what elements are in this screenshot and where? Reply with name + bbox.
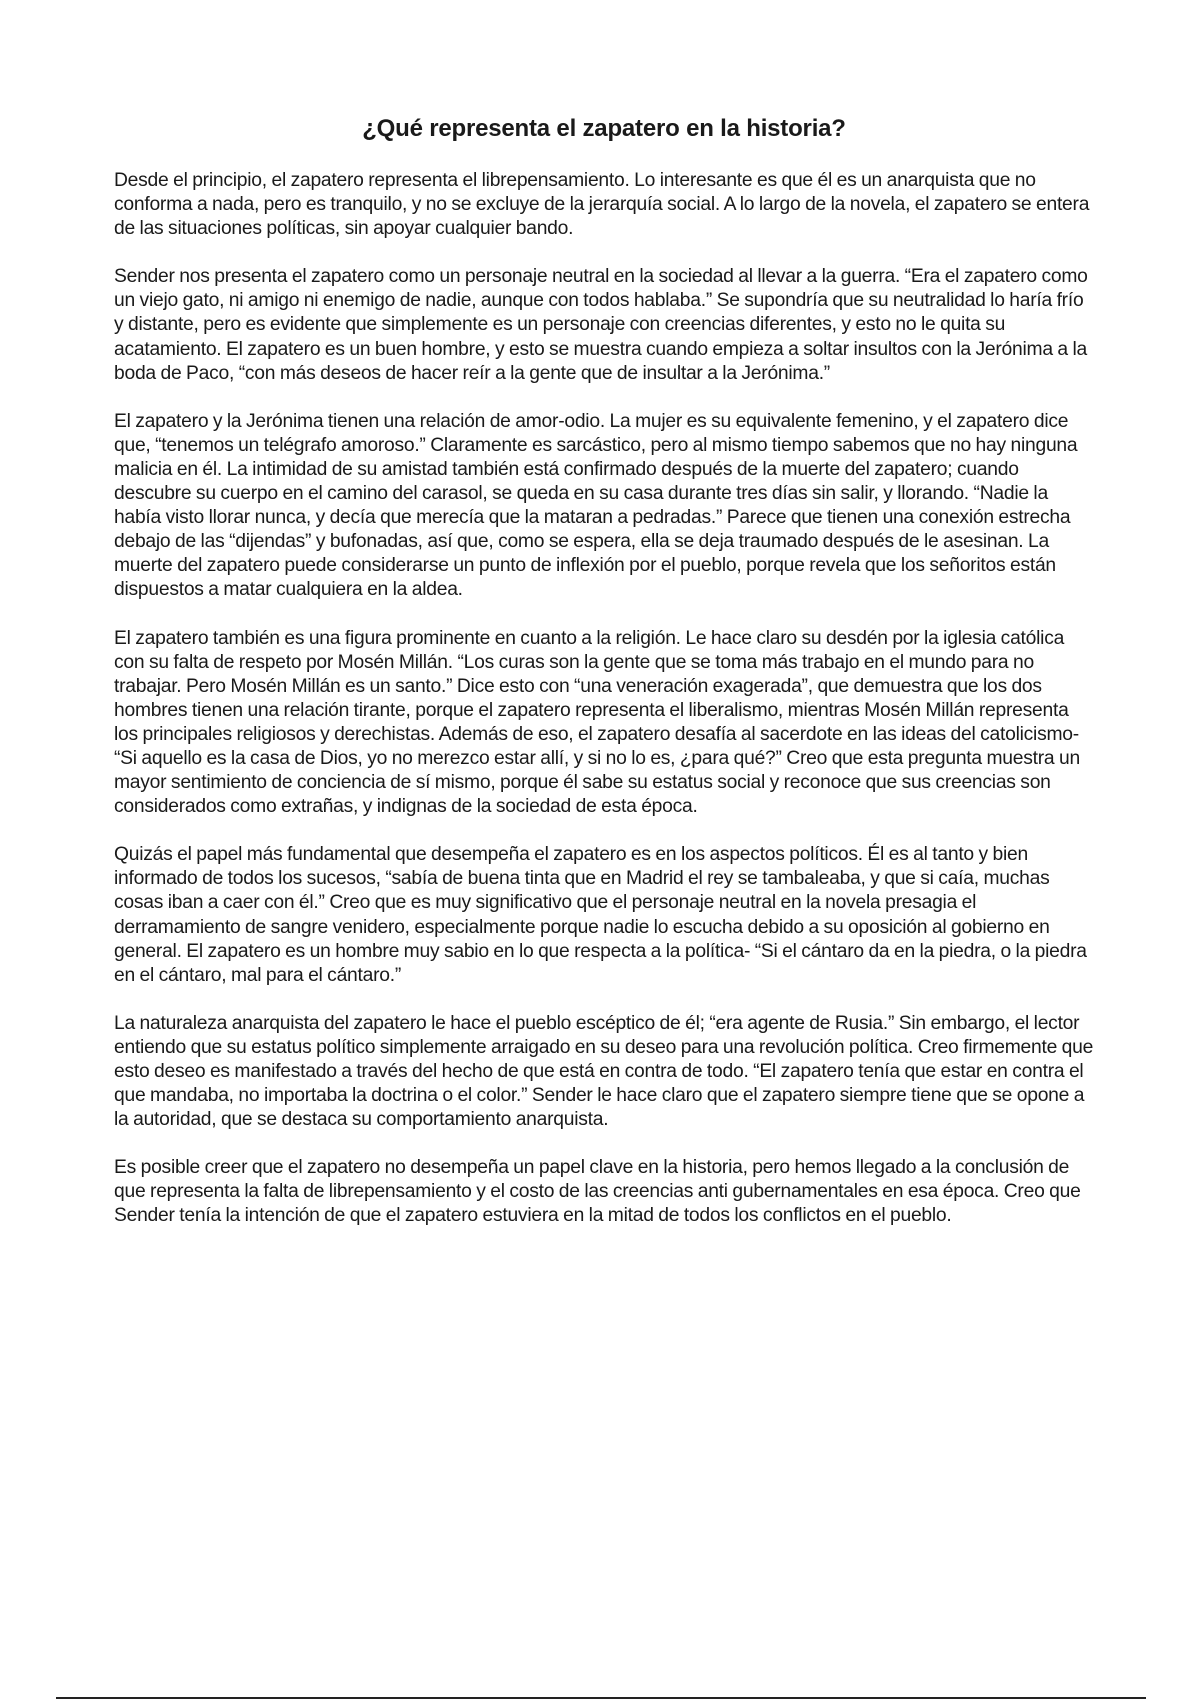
- page-bottom-divider: [56, 1697, 1146, 1699]
- document-title: ¿Qué representa el zapatero en la historia?: [362, 115, 846, 142]
- paragraph-3: El zapatero y la Jerónima tienen una relación de amor-odio. La mujer es su equivalente femenino, y el zapatero dice que, “tenemos un telégrafo amoroso.” Claramente es sarcástico, pero al mismo tiempo sabemos que no hay ninguna malicia en él. La intimidad de su amistad también está confirmado después de la muerte del zapatero; cuando descubre su cuerpo en el camino del carasol, se queda en su casa durante tres días sin salir, y llorando. “Nadie la había visto llorar nunca, y decía que merecía que la mataran a pedradas.” Parece que tienen una conexión estrecha debajo de las “dijendas” y bufonadas, así que, como se espera, ella se deja traumado después de le asesinan. La muerte del zapatero puede considerarse un punto de inflexión por el pueblo, porque revela que los señoritos están dispuestos a matar cualquiera en la aldea.: [114, 410, 1078, 601]
- paragraph-1: Desde el principio, el zapatero representa el librepensamiento. Lo interesante es que él es un anarquista que no conforma a nada, pero es tranquilo, y no se excluye de la jerarquía social. A lo largo de la novela, el zapatero se entera de las situaciones políticas, sin apoyar cualquier bando.: [114, 170, 1090, 240]
- paragraph-7: Es posible creer que el zapatero no desempeña un papel clave en la historia, pero hemos llegado a la conclusión de que representa la falta de librepensamiento y el costo de las creencias anti gubernamentales en esa época. Creo que Sender tenía la intención de que el zapatero estuviera en la mitad de todos los conflictos en el pueblo.: [114, 1157, 1081, 1227]
- paragraph-4: El zapatero también es una figura prominente en cuanto a la religión. Le hace claro su desdén por la iglesia católica con su falta de respeto por Mosén Millán. “Los curas son la gente que se toma más trabajo en el mundo para no trabajar. Pero Mosén Millán es un santo.” Dice esto con “una veneración exagerada”, que demuestra que los dos hombres tienen una relación tirante, porque el zapatero representa el liberalismo, mientras Mosén Millán representa los principales religiosos y derechistas. Además de eso, el zapatero desafía al sacerdote en las ideas del catolicismo- “Si aquello es la casa de Dios, yo no merezco estar allí, y si no lo es, ¿para qué?” Creo que esta pregunta muestra un mayor sentimiento de conciencia de sí mismo, porque él sabe su estatus social y reconoce que sus creencias son considerados como extrañas, y indignas de la sociedad de esta época.: [114, 627, 1080, 818]
- document-page: [114, 114, 1094, 1253]
- paragraph-2: Sender nos presenta el zapatero como un personaje neutral en la sociedad al llevar a la guerra. “Era el zapatero como un viejo gato, ni amigo ni enemigo de nadie, aunque con todos hablaba.” Se supondría que su neutralidad lo haría frío y distante, pero es evidente que simplemente es un personaje con creencias diferentes, y esto no le quita su acatamiento. El zapatero es un buen hombre, y esto se muestra cuando empieza a soltar insultos con la Jerónima a la boda de Paco, “con más deseos de hacer reír a la gente que de insultar a la Jerónima.”: [114, 266, 1088, 384]
- paragraph-5: Quizás el papel más fundamental que desempeña el zapatero es en los aspectos políticos. Él es al tanto y bien informado de todos los sucesos, “sabía de buena tinta que en Madrid el rey se tambaleaba, y que si caía, muchas cosas iban a caer con él.” Creo que es muy significativo que el personaje neutral en la novela presagia el derramamiento de sangre venidero, especialmente porque nadie lo escucha debido a su oposición al gobierno en general. El zapatero es un hombre muy sabio en lo que respecta a la política- “Si el cántaro da en la piedra, o la piedra en el cántaro, mal para el cántaro.”: [114, 844, 1087, 986]
- paragraph-6: La naturaleza anarquista del zapatero le hace el pueblo escéptico de él; “era agente de Rusia.” Sin embargo, el lector entiendo que su estatus político simplemente arraigado en su deseo para una revolución política. Creo firmemente que esto deseo es manifestado a través del hecho de que está en contra de todo. “El zapatero tenía que estar en contra el que mandaba, no importaba la doctrina o el color.” Sender le hace claro que el zapatero siempre tiene que se opone a la autoridad, que se destaca su comportamiento anarquista.: [114, 1012, 1094, 1131]
